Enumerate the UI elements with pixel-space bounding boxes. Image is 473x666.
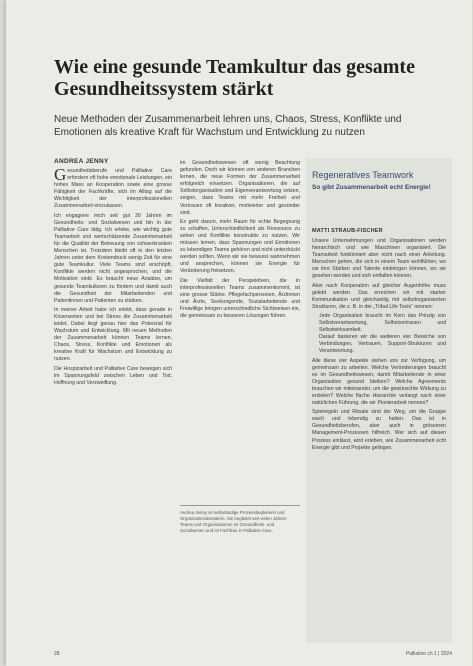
paragraph: Ich engagiere mich seit gut 30 Jahren im Gesundheits- und Sozialwesen und bin in der Palliative Care tätig. Ich erlebe, wie wichtig gute Teamarbeit und wertschätzende Zusammenarbeit für die Qualität der Betreuung von schwerkranken Menschen ist. Trotzdem bleibt oft in den letzten Jahren unter dem Kostendruck wenig Zeit für eine gute Teamkultur. Viele Teams sind erschöpft, Konflikte werden nicht angesprochen, und die Motivation sinkt. Es braucht neue Ansätze, um gesunde Teamkulturen zu fördern und damit auch die Gesundheit der Mitarbeitenden und Patientinnen und Patienten zu stärken.: [54, 212, 172, 304]
sidebar-paragraph: Unsere Unternehmungen und Organisationen werden hierarchisch und wie Maschinen organisiert. Die Teamarbeit funktioniert aber nicht nach einer Anleitung. Menschen gehen, die sich in einem Team wohlfühlen, wo sie ihre Stärken und Talente einbringen können, wo sie gesehen werden und sich entfalten können.: [312, 238, 446, 280]
article-column-1: [54, 168, 172, 648]
paragraph: [54, 168, 172, 211]
bullet-item: • Darauf basieren wir die weiteren vier Bereiche von Verbindungen, Vertrauen, Support-Strukturen und Verantwortung.: [319, 334, 446, 355]
article-lead: Neue Methoden der Zusammenarbeit lehren uns, Chaos, Stress, Konflikte und Emotionen als kreative Kraft für Wachstum und Entwicklung zu nutzen: [54, 114, 402, 138]
publication-name: Palliative ch 1 | 2024: [405, 651, 452, 657]
sidebar-bullet-list: [312, 313, 446, 356]
paragraph: Die Hospizarbeit und Palliative Care bewegen sich im Spannungsfeld zwischen Leben und Tod, Hoffnung und Verzweiflung.: [54, 365, 172, 386]
article-title: Wie eine gesunde Teamkultur das gesamte Gesundheitssystem stärkt: [54, 56, 415, 100]
sidebar-paragraph: Spielregeln und Rituale sind der Weg, um die Gruppe wach und lebendig zu halten. Das ist in Gesundheitsberufen, aber auch in grösseren Management-Prozessen hilfreich. Wer sich auf diesen Prozess einlässt, wird erleben, wie Zusammenarbeit echt Energie gibt und Projekte gelingen.: [312, 409, 446, 451]
sidebar-author: MATTI STRAUB-FISCHER: [312, 228, 383, 234]
paragraph: im Gesundheitswesen oft wenig Beachtung gefunden. Doch wir können von anderen Branchen lernen, die neue Formen der Zusammenarbeit erfolgreich einsetzen. Organisationen, die auf Selbstorganisation und Eigenverantwortung setzen, zeigen, dass Teams mit mehr Freiheit und Vertrauen oft kreativer, motivierter und gesünder sind.: [180, 160, 300, 216]
sidebar-subheading: So gibt Zusammenarbeit echt Energie!: [312, 184, 431, 191]
sidebar-paragraph: Alle diese vier Aspekte stehen uns zur Verfügung, um gemeinsam zu arbeiten. Welche Veränderungen braucht es im Gesundheitswesen, damit Mitarbeitende in einer Organisation gesund bleiben? Welche Agreements brauchen wir miteinander, um die gewünschte Wirkung zu erzielen? Welche flache Hierarchie verlangt nach einer natürlichen Führung, die wir Pionierarbeit nennen?: [312, 357, 446, 407]
sidebar-body: [312, 238, 446, 638]
magazine-page: [6, 0, 472, 666]
footnote-divider: [180, 505, 300, 506]
paragraph: In meiner Arbeit habe ich erlebt, dass gerade in Krisenzeiten und bei Stress die Zusammenarbeit leidet. Dabei liegt genau hier das Potenzial für Wachstum und Entwicklung. Mit neuen Methoden der Zusammenarbeit können Teams lernen, Chaos, Stress, Konflikte und Emotionen als kreative Kraft für Wachstum und Entwicklung zu nutzen.: [54, 306, 172, 363]
sidebar-paragraph: Aber nach Kooperation auf gleicher Augenhöhe muss gelebt werden. Das erreichen wir mit starker Kommunikation und gleichzeitig mit selbstorganisierten Strukturen, die z. B. in der „Tribal Life Tools“ nennen:: [312, 282, 446, 310]
article-author: ANDREA JENNY: [54, 158, 109, 165]
sidebar-box: [306, 158, 452, 643]
author-footnote: Andrea Jenny ist selbständige Prozessbegleiterin und Organisationsberaterin. Sie begleitet seit vielen Jahren Teams und Organisationen im Gesundheits- und Sozialwesen und ist Fachfrau in Palliative Care.: [180, 510, 287, 533]
bullet-item: • Jede Organisation braucht im Kern das Prinzip von Selbstverantwortung, Selbstvertrauen und Selbstwirksamkeit.: [319, 313, 446, 334]
article-column-2: [180, 160, 300, 495]
paragraph-text: esundheitsberufe und Palliative Care erfordern oft hohe emotionale Leistungen, ein hohes Mass an Kooperation sowie eine grosse Fähigkeit der Fachkräfte, sich im Alltag auf die Wichtigkeit der interprofessionellen Zusammenarbeit einzulassen.: [54, 168, 172, 210]
sidebar-heading: Regeneratives Teamwork: [312, 170, 414, 180]
paragraph: Die Vielfalt der Perspektiven, die in interprofessionellen Teams zusammenkommt, ist eine grosse Stärke. Pflegefachpersonen, Ärztinnen und Ärzte, Seelsorgende, Sozialarbeitende und Freiwillige bringen unterschiedliche Sichtweisen ein, die gemeinsam zu besseren Lösungen führen.: [180, 277, 300, 319]
drop-cap: G: [54, 168, 67, 184]
paragraph: Es geht darum, mehr Raum für echte Begegnung zu schaffen, Unterschiedlichkeit als Ressource zu sehen und Konflikte konstruktiv zu nutzen. Wir müssen lernen, dass Spannungen und Emotionen zu lebendigen Teams gehören und nicht unterdrückt werden sollten. Wenn wir sie bewusst wahrnehmen und ansprechen, können sie Energie für Veränderung freisetzen.: [180, 218, 300, 275]
page-number: 28: [54, 651, 60, 657]
